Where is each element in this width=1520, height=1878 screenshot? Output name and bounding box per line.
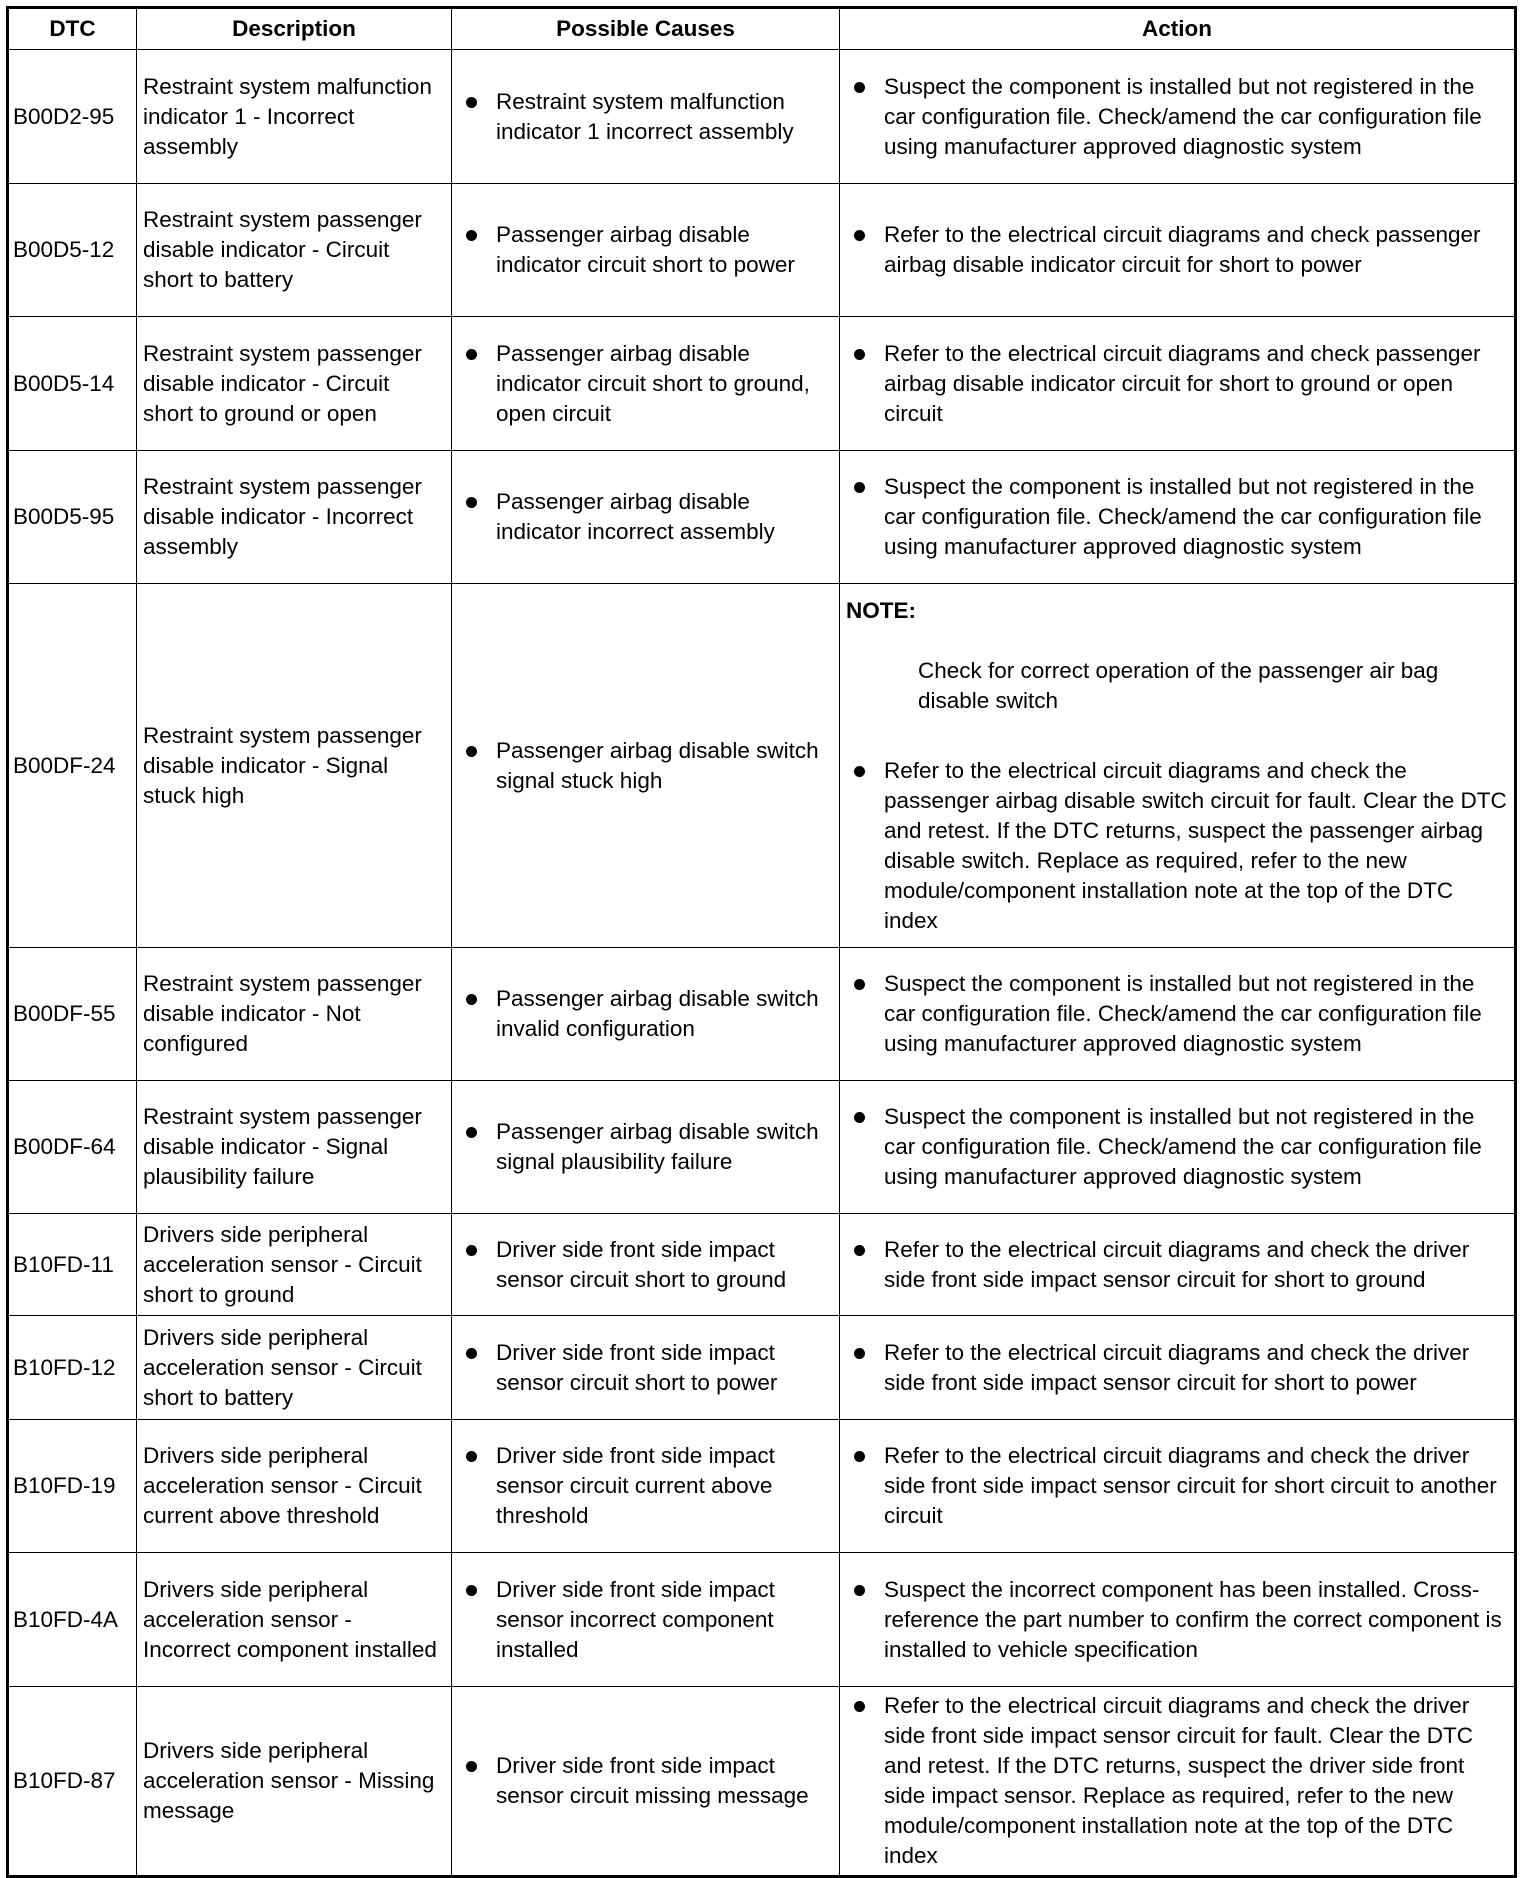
table-row <box>8 317 1516 451</box>
description: Drivers side peripheral acceleration sensor - Circuit short to ground <box>137 1214 452 1316</box>
action-bullet: Refer to the electrical circuit diagrams and check the driver side front side impact sensor circuit for short to ground <box>884 1235 1508 1295</box>
dtc-code: B10FD-12 <box>8 1316 137 1420</box>
description: Restraint system passenger disable indicator - Incorrect assembly <box>137 451 452 584</box>
dtc-code: B10FD-11 <box>8 1214 137 1316</box>
table-row <box>8 1420 1516 1553</box>
dtc-code: B00DF-24 <box>8 584 137 948</box>
possible-causes <box>452 1687 840 1877</box>
note-label: NOTE: <box>846 597 916 623</box>
possible-causes <box>452 584 840 948</box>
description: Restraint system passenger disable indicator - Circuit short to ground or open <box>137 317 452 451</box>
cause-bullet: Driver side front side impact sensor circuit current above threshold <box>496 1441 833 1531</box>
dtc-table <box>6 6 1517 1878</box>
table-row <box>8 1214 1516 1316</box>
header-possible-causes: Possible Causes <box>452 8 840 50</box>
action-bullet: Refer to the electrical circuit diagrams and check the driver side front side impact sensor circuit for short circuit to another circuit <box>884 1441 1508 1531</box>
dtc-code: B00D2-95 <box>8 50 137 184</box>
action-bullet: Suspect the component is installed but not registered in the car configuration file. Check/amend the car configuration file using manufacturer approved diagnostic system <box>884 1102 1508 1192</box>
action-bullet: Suspect the component is installed but not registered in the car configuration file. Check/amend the car configuration file using manufacturer approved diagnostic system <box>884 72 1508 162</box>
cause-bullet: Driver side front side impact sensor circuit missing message <box>496 1751 833 1811</box>
header-description: Description <box>137 8 452 50</box>
possible-causes <box>452 1214 840 1316</box>
table-row <box>8 451 1516 584</box>
table-row <box>8 184 1516 317</box>
action <box>840 584 1516 948</box>
action-bullet: Refer to the electrical circuit diagrams and check passenger airbag disable indicator circuit for short to power <box>884 220 1508 280</box>
dtc-code: B00D5-95 <box>8 451 137 584</box>
table-row <box>8 1553 1516 1687</box>
table-row <box>8 948 1516 1081</box>
possible-causes <box>452 1553 840 1687</box>
table-row <box>8 1081 1516 1214</box>
dtc-code: B00D5-12 <box>8 184 137 317</box>
action <box>840 50 1516 184</box>
dtc-code: B10FD-4A <box>8 1553 137 1687</box>
description: Drivers side peripheral acceleration sensor - Circuit current above threshold <box>137 1420 452 1553</box>
cause-bullet: Passenger airbag disable indicator incorrect assembly <box>496 487 833 547</box>
action-bullet: Refer to the electrical circuit diagrams and check passenger airbag disable indicator circuit for short to ground or open circuit <box>884 339 1508 429</box>
action <box>840 317 1516 451</box>
description: Restraint system passenger disable indicator - Circuit short to battery <box>137 184 452 317</box>
dtc-code: B10FD-87 <box>8 1687 137 1877</box>
action-bullet: Refer to the electrical circuit diagrams and check the driver side front side impact sensor circuit for short to power <box>884 1338 1508 1398</box>
cause-bullet: Driver side front side impact sensor incorrect component installed <box>496 1575 833 1665</box>
action <box>840 1687 1516 1877</box>
header-action: Action <box>840 8 1516 50</box>
action <box>840 1553 1516 1687</box>
action <box>840 1420 1516 1553</box>
table-header <box>8 8 1516 50</box>
description: Restraint system passenger disable indicator - Not configured <box>137 948 452 1081</box>
table-row <box>8 1316 1516 1420</box>
cause-bullet: Restraint system malfunction indicator 1 incorrect assembly <box>496 87 833 147</box>
action-bullet: Suspect the incorrect component has been installed. Cross-reference the part number to confirm the correct component is installed to vehicle specification <box>884 1575 1508 1665</box>
possible-causes <box>452 948 840 1081</box>
action <box>840 1214 1516 1316</box>
note-text: Check for correct operation of the passenger air bag disable switch <box>918 657 1439 713</box>
cause-bullet: Passenger airbag disable indicator circuit short to power <box>496 220 833 280</box>
possible-causes <box>452 1081 840 1214</box>
dtc-code: B00D5-14 <box>8 317 137 451</box>
possible-causes <box>452 317 840 451</box>
cause-bullet: Driver side front side impact sensor circuit short to power <box>496 1338 833 1398</box>
possible-causes <box>452 50 840 184</box>
action <box>840 451 1516 584</box>
description: Restraint system malfunction indicator 1 - Incorrect assembly <box>137 50 452 184</box>
action <box>840 948 1516 1081</box>
table-row <box>8 584 1516 948</box>
table-row <box>8 50 1516 184</box>
cause-bullet: Passenger airbag disable indicator circuit short to ground, open circuit <box>496 339 833 429</box>
cause-bullet: Driver side front side impact sensor circuit short to ground <box>496 1235 833 1295</box>
action-bullet: Suspect the component is installed but not registered in the car configuration file. Check/amend the car configuration file using manufacturer approved diagnostic system <box>884 472 1508 562</box>
description: Restraint system passenger disable indicator - Signal stuck high <box>137 584 452 948</box>
cause-bullet: Passenger airbag disable switch signal stuck high <box>496 736 833 796</box>
cause-bullet: Passenger airbag disable switch signal plausibility failure <box>496 1117 833 1177</box>
possible-causes <box>452 451 840 584</box>
description: Restraint system passenger disable indicator - Signal plausibility failure <box>137 1081 452 1214</box>
description: Drivers side peripheral acceleration sensor - Incorrect component installed <box>137 1553 452 1687</box>
action-bullet: Suspect the component is installed but not registered in the car configuration file. Check/amend the car configuration file using manufacturer approved diagnostic system <box>884 969 1508 1059</box>
table-row <box>8 1687 1516 1877</box>
dtc-code: B00DF-55 <box>8 948 137 1081</box>
possible-causes <box>452 1420 840 1553</box>
possible-causes <box>452 1316 840 1420</box>
action-bullet: Refer to the electrical circuit diagrams and check the passenger airbag disable switch circuit for fault. Clear the DTC and retest. If the DTC returns, suspect the passenger airbag disable switch. Replace as required, refer to the new module/component installation note at the top of the DTC index <box>884 756 1508 936</box>
action <box>840 1316 1516 1420</box>
description: Drivers side peripheral acceleration sensor - Circuit short to battery <box>137 1316 452 1420</box>
possible-causes <box>452 184 840 317</box>
header-dtc: DTC <box>8 8 137 50</box>
action-bullet: Refer to the electrical circuit diagrams and check the driver side front side impact sensor circuit for fault. Clear the DTC and retest. If the DTC returns, suspect the driver side front side impact sensor. Replace as required, refer to the new module/component installation note at the top of the DTC index <box>884 1691 1508 1871</box>
action <box>840 184 1516 317</box>
cause-bullet: Passenger airbag disable switch invalid configuration <box>496 984 833 1044</box>
action <box>840 1081 1516 1214</box>
dtc-code: B10FD-19 <box>8 1420 137 1553</box>
dtc-code: B00DF-64 <box>8 1081 137 1214</box>
description: Drivers side peripheral acceleration sensor - Missing message <box>137 1687 452 1877</box>
